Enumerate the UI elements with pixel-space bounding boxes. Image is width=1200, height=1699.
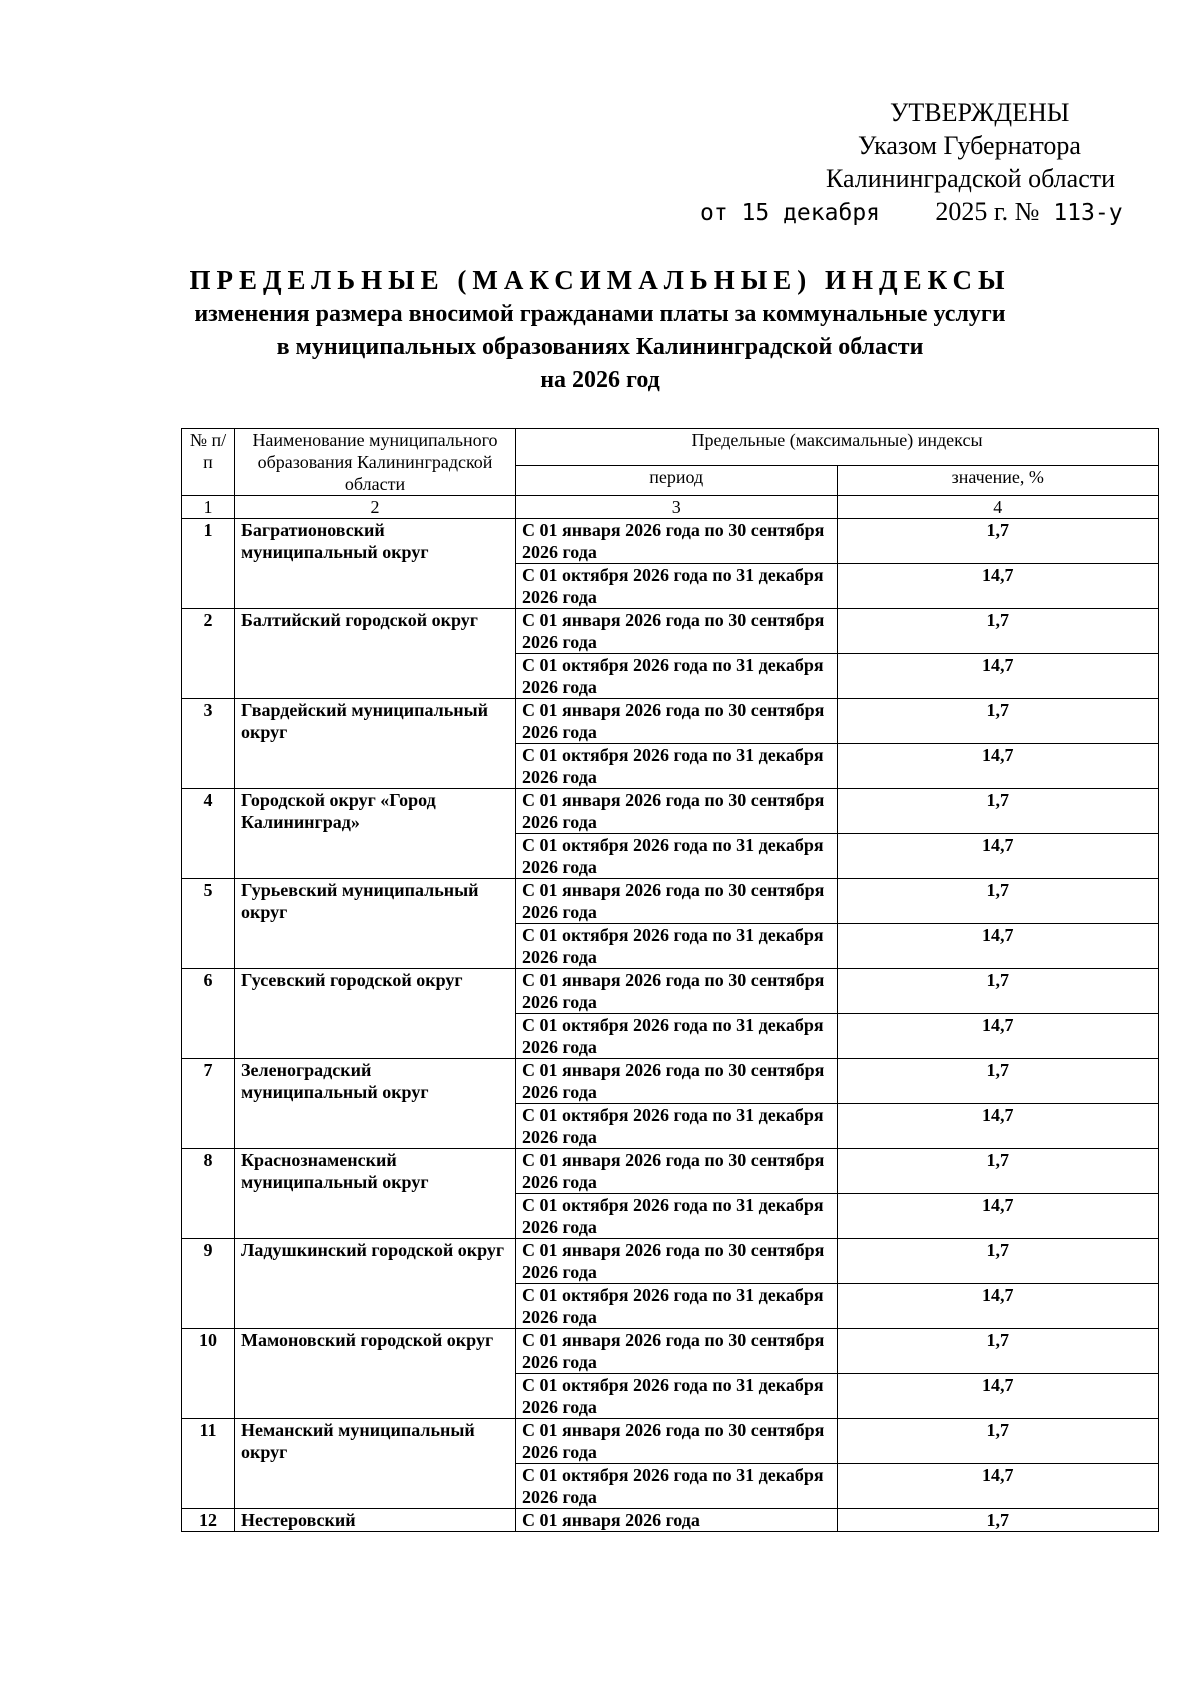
row-name: Балтийский городской округ xyxy=(235,609,516,699)
table-row xyxy=(182,1149,1159,1194)
row-period-first: С 01 января 2026 года по 30 сентября 2026 года xyxy=(516,1149,838,1194)
col-number-1: 1 xyxy=(182,496,235,519)
row-number: 7 xyxy=(182,1059,235,1149)
row-value-second: 14,7 xyxy=(837,1464,1159,1509)
row-number: 8 xyxy=(182,1149,235,1239)
row-name: Гвардейский муниципальный округ xyxy=(235,699,516,789)
col-number-4: 4 xyxy=(837,496,1159,519)
row-value: 1,7 xyxy=(837,1509,1159,1532)
row-period-first: С 01 января 2026 года по 30 сентября 2026 года xyxy=(516,789,838,834)
row-value-second: 14,7 xyxy=(837,1374,1159,1419)
row-value-first: 1,7 xyxy=(837,609,1159,654)
approval-block xyxy=(690,96,1160,230)
approval-region: Калининградской области xyxy=(826,164,1116,193)
row-number: 5 xyxy=(182,879,235,969)
header-num: № п/п xyxy=(182,429,235,496)
row-name: Гурьевский муниципальный округ xyxy=(235,879,516,969)
col-number-2: 2 xyxy=(235,496,516,519)
table-row xyxy=(182,1059,1159,1104)
table-row xyxy=(182,1239,1159,1284)
row-period-first: С 01 января 2026 года по 30 сентября 2026 года xyxy=(516,1329,838,1374)
table-row xyxy=(182,609,1159,654)
row-name: Городской округ «Город Калининград» xyxy=(235,789,516,879)
approval-decree: Указом Губернатора xyxy=(858,131,1081,160)
row-period-first: С 01 января 2026 года по 30 сентября 2026 года xyxy=(516,1419,838,1464)
title-main: ПРЕДЕЛЬНЫЕ (МАКСИМАЛЬНЫЕ) ИНДЕКСЫ xyxy=(189,265,1011,295)
approval-number: 113-у xyxy=(1053,200,1123,226)
row-period-first: С 01 января 2026 года по 30 сентября 2026 года xyxy=(516,699,838,744)
row-value-second: 14,7 xyxy=(837,834,1159,879)
row-period-second: С 01 октября 2026 года по 31 декабря 2026 года xyxy=(516,564,838,609)
header-indices: Предельные (максимальные) индексы xyxy=(516,429,1159,466)
table-row xyxy=(182,1329,1159,1374)
row-number: 2 xyxy=(182,609,235,699)
approval-date xyxy=(690,195,1160,230)
row-value-first: 1,7 xyxy=(837,879,1159,924)
row-value-second: 14,7 xyxy=(837,1014,1159,1059)
table-row-partial xyxy=(182,1509,1159,1532)
row-name: Гусевский городской округ xyxy=(235,969,516,1059)
row-name: Ладушкинский городской округ xyxy=(235,1239,516,1329)
row-value-first: 1,7 xyxy=(837,1149,1159,1194)
row-period-first: С 01 января 2026 года по 30 сентября 2026 года xyxy=(516,969,838,1014)
row-period-second: С 01 октября 2026 года по 31 декабря 2026 года xyxy=(516,1104,838,1149)
row-period: С 01 января 2026 года xyxy=(516,1509,838,1532)
title-line3: в муниципальных образованиях Калининградской области xyxy=(276,334,924,360)
row-value-first: 1,7 xyxy=(837,1419,1159,1464)
row-number: 6 xyxy=(182,969,235,1059)
row-name: Краснознаменский муниципальный округ xyxy=(235,1149,516,1239)
row-value-first: 1,7 xyxy=(837,1329,1159,1374)
row-period-first: С 01 января 2026 года по 30 сентября 2026 года xyxy=(516,609,838,654)
row-period-second: С 01 октября 2026 года по 31 декабря 2026 года xyxy=(516,1464,838,1509)
table-row xyxy=(182,519,1159,564)
row-period-first: С 01 января 2026 года по 30 сентября 2026 года xyxy=(516,879,838,924)
row-value-second: 14,7 xyxy=(837,744,1159,789)
row-value-first: 1,7 xyxy=(837,969,1159,1014)
row-value-first: 1,7 xyxy=(837,789,1159,834)
row-name: Багратионовский муниципальный округ xyxy=(235,519,516,609)
table-row xyxy=(182,699,1159,744)
row-value-first: 1,7 xyxy=(837,519,1159,564)
title-line4: на 2026 год xyxy=(540,367,660,393)
row-value-second: 14,7 xyxy=(837,1104,1159,1149)
row-period-second: С 01 октября 2026 года по 31 декабря 2026 года xyxy=(516,834,838,879)
row-value-second: 14,7 xyxy=(837,654,1159,699)
header-period: период xyxy=(516,466,838,496)
row-name: Неманский муниципальный округ xyxy=(235,1419,516,1509)
row-period-second: С 01 октября 2026 года по 31 декабря 2026 года xyxy=(516,1284,838,1329)
row-value-second: 14,7 xyxy=(837,924,1159,969)
row-period-second: С 01 октября 2026 года по 31 декабря 2026 года xyxy=(516,744,838,789)
row-period-second: С 01 октября 2026 года по 31 декабря 2026 года xyxy=(516,1374,838,1419)
indices-table xyxy=(181,428,1159,1532)
row-name: Мамоновский городской округ xyxy=(235,1329,516,1419)
row-number: 9 xyxy=(182,1239,235,1329)
row-value-second: 14,7 xyxy=(837,1194,1159,1239)
row-value-first: 1,7 xyxy=(837,1059,1159,1104)
table-row xyxy=(182,1419,1159,1464)
title-line2: изменения размера вносимой гражданами платы за коммунальные услуги xyxy=(194,301,1006,327)
row-period-first: С 01 января 2026 года по 30 сентября 2026 года xyxy=(516,1239,838,1284)
header-value: значение, % xyxy=(837,466,1159,496)
row-name: Зеленоградский муниципальный округ xyxy=(235,1059,516,1149)
row-period-first: С 01 января 2026 года по 30 сентября 2026 года xyxy=(516,1059,838,1104)
row-name: Нестеровский xyxy=(235,1509,516,1532)
table-row xyxy=(182,969,1159,1014)
header-name: Наименование муниципального образования Калининградской области xyxy=(235,429,516,496)
row-value-second: 14,7 xyxy=(837,1284,1159,1329)
document-title xyxy=(0,262,1200,397)
approval-date-day: от 15 декабря xyxy=(700,200,881,226)
row-number: 10 xyxy=(182,1329,235,1419)
table-row xyxy=(182,879,1159,924)
approval-date-year: 2025 г. № xyxy=(935,197,1040,226)
table-row xyxy=(182,789,1159,834)
row-number: 12 xyxy=(182,1509,235,1532)
row-number: 3 xyxy=(182,699,235,789)
row-period-first: С 01 января 2026 года по 30 сентября 2026 года xyxy=(516,519,838,564)
row-value-first: 1,7 xyxy=(837,1239,1159,1284)
row-period-second: С 01 октября 2026 года по 31 декабря 2026 года xyxy=(516,1194,838,1239)
col-number-3: 3 xyxy=(516,496,838,519)
row-number: 1 xyxy=(182,519,235,609)
row-period-second: С 01 октября 2026 года по 31 декабря 2026 года xyxy=(516,654,838,699)
row-number: 11 xyxy=(182,1419,235,1509)
row-period-second: С 01 октября 2026 года по 31 декабря 2026 года xyxy=(516,924,838,969)
approval-heading: УТВЕРЖДЕНЫ xyxy=(890,98,1070,127)
row-value-first: 1,7 xyxy=(837,699,1159,744)
row-period-second: С 01 октября 2026 года по 31 декабря 2026 года xyxy=(516,1014,838,1059)
row-value-second: 14,7 xyxy=(837,564,1159,609)
row-number: 4 xyxy=(182,789,235,879)
